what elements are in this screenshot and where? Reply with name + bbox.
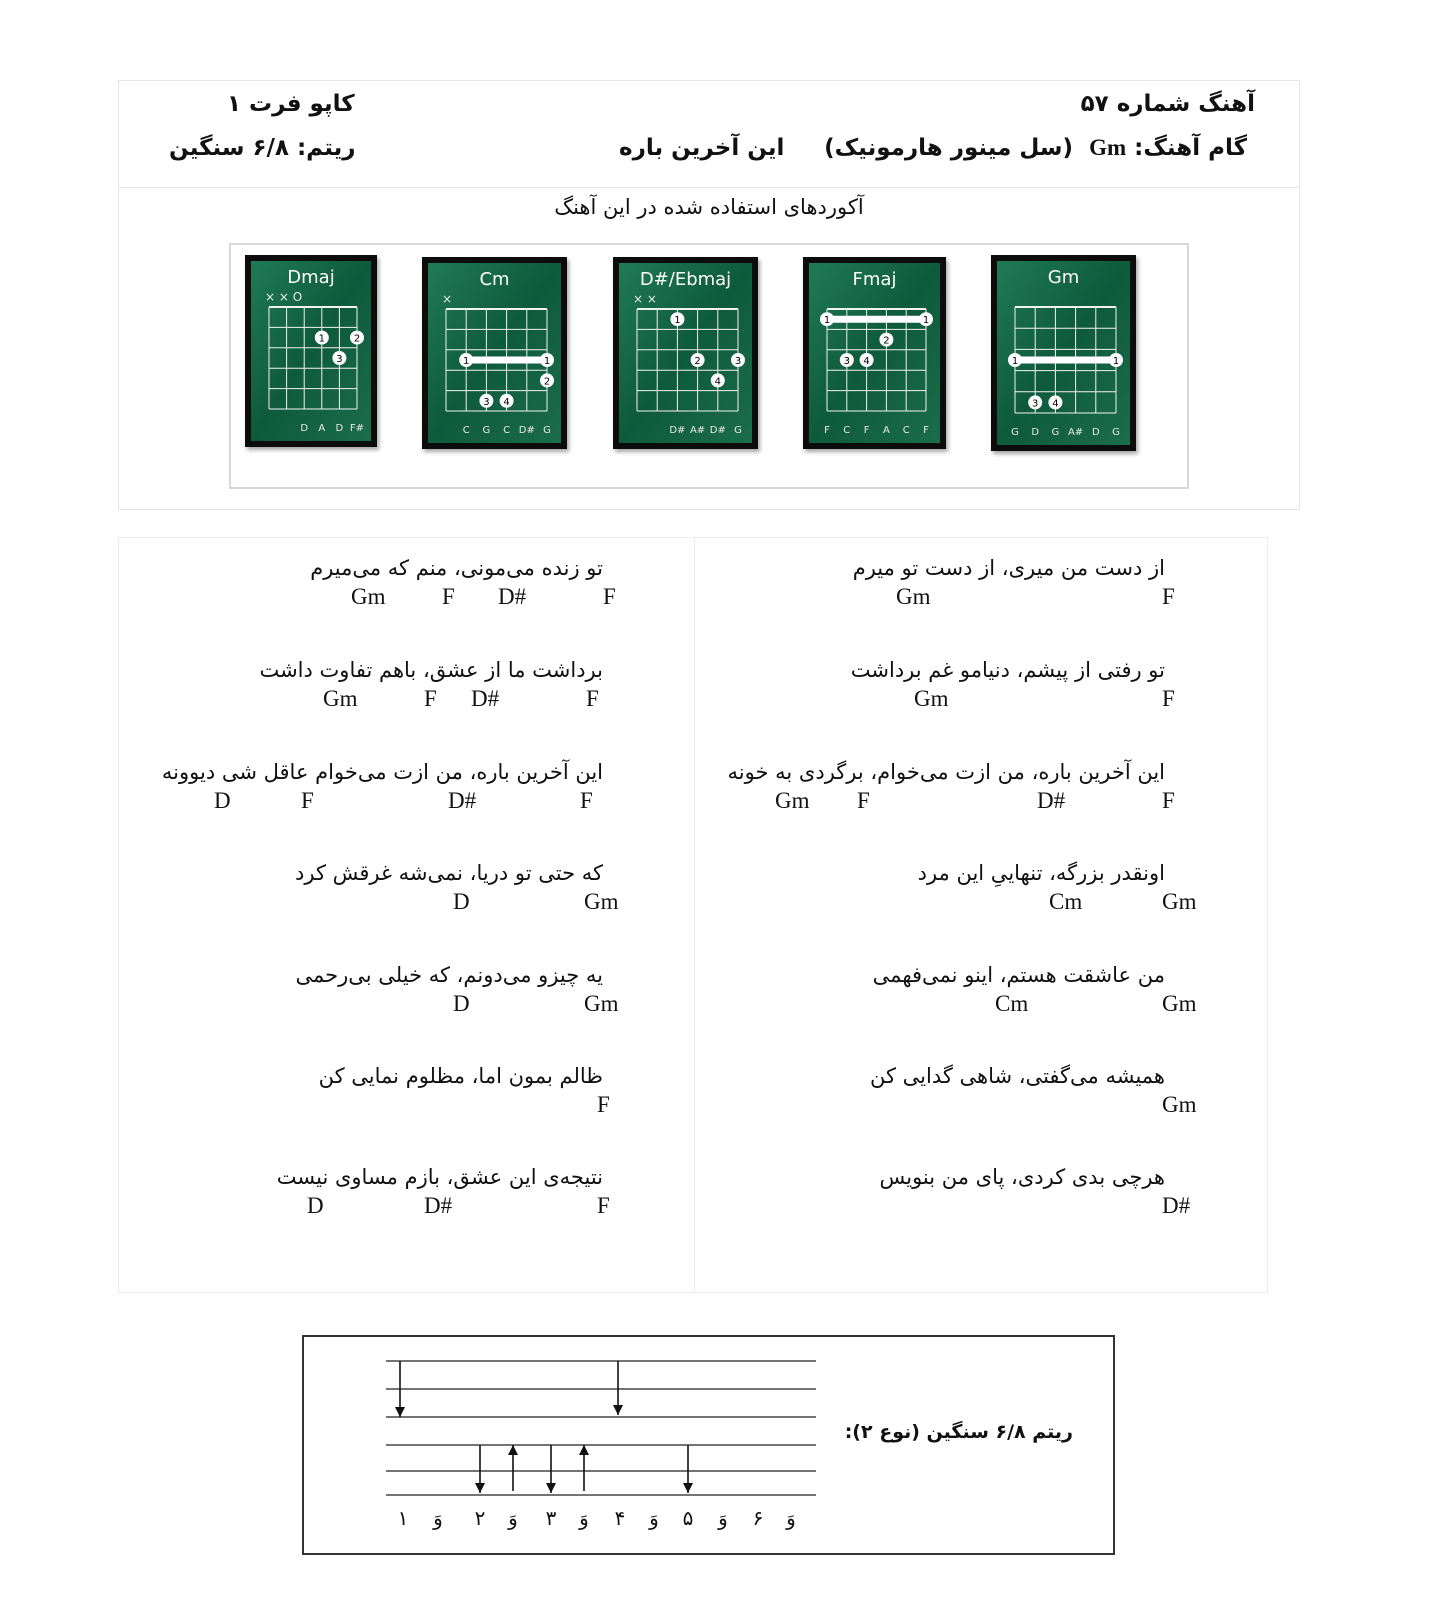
svg-text:4: 4 bbox=[863, 356, 870, 367]
key-description: (سل مینور هارمونیک) bbox=[824, 135, 1074, 161]
string-note-label: D bbox=[300, 423, 309, 434]
svg-text:3: 3 bbox=[336, 354, 343, 365]
chord-symbol: Cm bbox=[995, 991, 1029, 1016]
column-divider bbox=[694, 538, 695, 1292]
string-note-label: D bbox=[1031, 427, 1040, 438]
rhythm-info: ریتم: ۶/۸ سنگین bbox=[169, 135, 356, 161]
string-note-label: C bbox=[462, 425, 470, 436]
lyric-text: از دست من میری، از دست تو میرم bbox=[852, 556, 1165, 580]
string-markers: × × bbox=[633, 292, 657, 306]
chord-diagram-0 bbox=[245, 255, 377, 447]
lyric-line bbox=[727, 760, 1175, 820]
svg-text:4: 4 bbox=[714, 376, 721, 388]
string-note-label: F# bbox=[349, 423, 365, 434]
chord-symbol: Gm bbox=[584, 991, 619, 1016]
lyric-text: ظالم بمون اما، مظلوم نمایی کن bbox=[318, 1064, 603, 1088]
chord-symbol: Gm bbox=[351, 584, 386, 609]
beat-count: ۱ bbox=[397, 1506, 409, 1530]
lyric-text: هرچی بدی کردی، پای من بنویس bbox=[879, 1165, 1165, 1189]
rhythm-label: ریتم ۶/۸ سنگین (نوع ۲): bbox=[844, 1421, 1073, 1443]
key-label: گام آهنگ: bbox=[1134, 135, 1247, 161]
string-note-label: G bbox=[543, 425, 551, 436]
beat-count: وَ bbox=[433, 1506, 443, 1530]
string-note-label: A# bbox=[689, 425, 706, 436]
chord-symbol: Gm bbox=[1162, 991, 1197, 1016]
string-note-label: C bbox=[843, 425, 851, 436]
chord-diagram-1 bbox=[422, 257, 567, 449]
chord-symbol: F bbox=[603, 584, 616, 609]
beat-count: وَ bbox=[508, 1506, 518, 1530]
svg-text:4: 4 bbox=[1052, 398, 1059, 410]
chord-symbol: F bbox=[597, 1193, 610, 1218]
lyrics-section bbox=[118, 537, 1268, 1293]
chord-symbol: D bbox=[453, 889, 470, 914]
svg-text:3: 3 bbox=[843, 356, 850, 367]
chord-symbol: F bbox=[580, 788, 593, 813]
lyric-line bbox=[745, 1165, 1191, 1225]
beat-count: وَ bbox=[786, 1506, 796, 1530]
string-note-label: D bbox=[1091, 427, 1100, 438]
svg-text:1: 1 bbox=[463, 356, 470, 367]
chord-symbol: Cm bbox=[1049, 889, 1083, 914]
beat-count: ۶ bbox=[752, 1506, 764, 1530]
chord-symbol: Gm bbox=[775, 788, 810, 813]
beat-count: ۵ bbox=[682, 1506, 694, 1530]
chord-symbol: Gm bbox=[584, 889, 619, 914]
lyric-text: نتیجه‌ی این عشق، بازم مساوی نیست bbox=[276, 1165, 603, 1189]
chord-symbol: D# bbox=[1037, 788, 1066, 813]
svg-text:1: 1 bbox=[674, 315, 681, 327]
chord-name: D#/Ebmaj bbox=[639, 269, 732, 290]
lyric-line bbox=[183, 963, 619, 1023]
chord-symbol: D# bbox=[498, 584, 527, 609]
lyric-text: این آخرین باره، من ازت می‌خوام، برگردی به خونه bbox=[727, 760, 1165, 784]
svg-text:1: 1 bbox=[543, 356, 551, 367]
lyric-line bbox=[745, 556, 1175, 616]
svg-text:1: 1 bbox=[823, 315, 831, 327]
lyric-text: اونقدر بزرگه، تنهاییِ این مرد bbox=[917, 861, 1165, 885]
svg-text:2: 2 bbox=[694, 356, 701, 367]
svg-text:3: 3 bbox=[483, 396, 490, 408]
rhythm-pattern-box bbox=[302, 1335, 1115, 1555]
song-title: این آخرین باره bbox=[619, 135, 785, 161]
chord-symbol: Gm bbox=[323, 686, 358, 711]
chord-symbol: D bbox=[453, 991, 470, 1016]
string-note-label: A# bbox=[1067, 427, 1084, 438]
chord-symbol: D# bbox=[1162, 1193, 1191, 1218]
beat-count: ۲ bbox=[474, 1506, 486, 1530]
chord-symbol: F bbox=[301, 788, 314, 813]
lyric-text: که حتی تو دریا، نمی‌شه غرقش کرد bbox=[295, 861, 603, 885]
chord-name: Cm bbox=[479, 269, 510, 290]
beat-count: وَ bbox=[649, 1506, 659, 1530]
lyric-text: یه چیزو می‌دونم، که خیلی بی‌رحمی bbox=[295, 963, 603, 987]
string-note-label: F bbox=[863, 425, 870, 436]
chord-symbol: Gm bbox=[1162, 889, 1197, 914]
string-note-label: G bbox=[734, 425, 742, 436]
string-note-label: D bbox=[335, 423, 344, 434]
string-note-label: D# bbox=[669, 425, 686, 436]
beat-count: ۳ bbox=[545, 1506, 557, 1530]
svg-text:4: 4 bbox=[503, 396, 510, 408]
string-note-label: A bbox=[318, 423, 326, 434]
chord-symbol: Gm bbox=[914, 686, 949, 711]
lyric-line bbox=[183, 658, 603, 718]
chord-symbol: D# bbox=[424, 1193, 453, 1218]
string-note-label: G bbox=[1011, 427, 1019, 438]
chord-diagram-4 bbox=[991, 255, 1136, 451]
chord-symbol: D bbox=[307, 1193, 324, 1218]
string-note-label: D# bbox=[709, 425, 726, 436]
capo-info: کاپو فرت ۱ bbox=[227, 91, 355, 117]
rhythm-diagram bbox=[386, 1341, 946, 1551]
song-number: آهنگ شماره ۵۷ bbox=[1080, 91, 1255, 117]
header-divider bbox=[119, 187, 1299, 188]
lyric-line bbox=[745, 861, 1197, 921]
string-markers: × × O bbox=[265, 290, 303, 304]
chord-symbol: Gm bbox=[1162, 1092, 1197, 1117]
lyric-line bbox=[161, 760, 603, 820]
string-note-label: G bbox=[1112, 427, 1120, 438]
lyric-text: من عاشقت هستم، اینو نمی‌فهمی bbox=[872, 963, 1165, 987]
svg-text:1: 1 bbox=[318, 333, 325, 345]
chord-symbol: D# bbox=[448, 788, 477, 813]
string-note-label: C bbox=[902, 425, 910, 436]
svg-text:3: 3 bbox=[1032, 398, 1039, 410]
lyric-line bbox=[745, 658, 1175, 718]
svg-text:1: 1 bbox=[1112, 356, 1120, 367]
svg-text:1: 1 bbox=[1011, 356, 1019, 367]
lyric-text: تو زنده می‌مونی، منم که می‌میرم bbox=[310, 556, 603, 580]
string-note-label: F bbox=[923, 425, 929, 436]
chord-symbol: F bbox=[424, 686, 437, 711]
chord-symbol: F bbox=[586, 686, 599, 711]
string-note-label: C bbox=[503, 425, 511, 436]
chord-symbol: F bbox=[1162, 584, 1175, 609]
chord-name: Gm bbox=[1047, 267, 1080, 288]
beat-count: وَ bbox=[718, 1506, 728, 1530]
string-note-label: G bbox=[482, 425, 491, 436]
song-key bbox=[824, 135, 1247, 161]
chord-symbol: F bbox=[857, 788, 870, 813]
chord-symbol: Gm bbox=[896, 584, 931, 609]
svg-text:2: 2 bbox=[543, 376, 551, 388]
string-note-label: D# bbox=[518, 425, 535, 436]
svg-text:2: 2 bbox=[353, 333, 361, 345]
lyric-line bbox=[183, 1165, 610, 1225]
svg-text:1: 1 bbox=[922, 315, 930, 327]
chord-symbol: F bbox=[1162, 686, 1175, 711]
chord-symbol: F bbox=[442, 584, 455, 609]
beat-count: وَ bbox=[579, 1506, 589, 1530]
lyric-text: این آخرین باره، من ازت می‌خوام عاقل شی دیوونه bbox=[161, 760, 603, 784]
chord-symbol: F bbox=[597, 1092, 610, 1117]
key-value: Gm bbox=[1089, 135, 1127, 160]
lyric-line bbox=[745, 963, 1197, 1023]
beat-count: ۴ bbox=[614, 1506, 626, 1530]
chord-diagram-3 bbox=[803, 257, 946, 449]
chords-title: آکوردهای استفاده شده در این آهنگ bbox=[554, 195, 864, 219]
lyric-line bbox=[183, 1064, 610, 1124]
chord-symbol: D# bbox=[471, 686, 500, 711]
string-note-label: G bbox=[1051, 427, 1060, 438]
svg-text:3: 3 bbox=[734, 356, 742, 367]
string-note-label: A bbox=[882, 425, 890, 436]
string-note-label: F bbox=[824, 425, 830, 436]
lyric-line bbox=[745, 1064, 1197, 1124]
lyric-text: همیشه می‌گفتی، شاهی گدایی کن bbox=[870, 1064, 1165, 1088]
svg-text:2: 2 bbox=[883, 335, 890, 347]
lyric-line bbox=[183, 861, 619, 921]
string-markers: × bbox=[442, 292, 453, 306]
lyric-line bbox=[183, 556, 616, 616]
chord-symbol: D bbox=[214, 788, 231, 813]
lyric-text: تو رفتی از پیشم، دنیامو غم برداشت bbox=[850, 658, 1165, 682]
chord-diagram-2 bbox=[613, 257, 758, 449]
chord-symbol: F bbox=[1162, 788, 1175, 813]
chord-name: Dmaj bbox=[287, 267, 335, 288]
lyric-text: برداشت ما از عشق، باهم تفاوت داشت bbox=[259, 658, 603, 682]
chord-name: Fmaj bbox=[852, 269, 897, 290]
